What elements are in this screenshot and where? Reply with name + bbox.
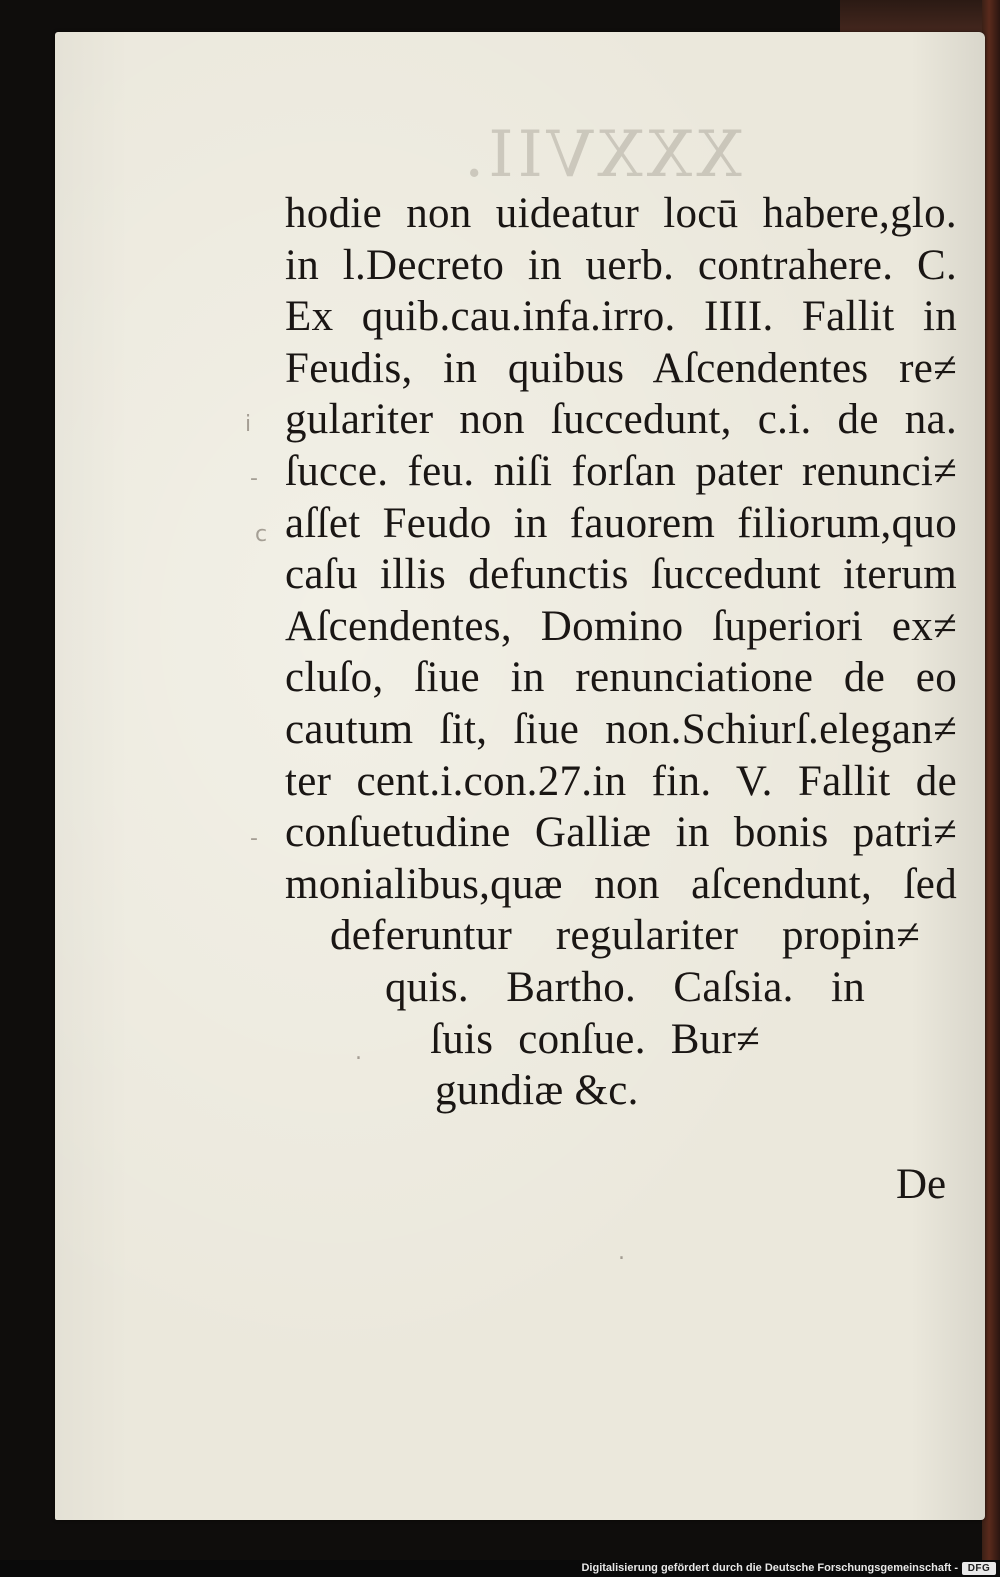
text-line: ſuis conſue. Bur≠ xyxy=(430,1015,760,1063)
margin-speck: - xyxy=(250,826,258,851)
margin-speck: . xyxy=(355,1040,362,1065)
dfg-logo: DFG xyxy=(962,1562,996,1575)
text-line: ſucce. feu. niſi forſan pater renunci≠ xyxy=(285,447,957,495)
margin-speck: - xyxy=(250,466,258,491)
text-line: aſſet Feudo in fauorem filiorum,quo xyxy=(285,499,957,547)
text-line: Ex quib.cau.infa.irro. IIII. Fallit in xyxy=(285,293,957,341)
text-line: monialibus,quæ non aſcendunt, ſed xyxy=(285,860,957,908)
text-line: gulariter non ſuccedunt, c.i. de na. xyxy=(285,396,957,444)
text-line: caſu illis defunctis ſuccedunt iterum xyxy=(285,551,957,599)
bleed-through-header: XXXVII. xyxy=(460,118,742,192)
text-line: conſuetudine Galliæ in bonis patri≠ xyxy=(285,809,957,857)
text-line: hodie non uideatur locū habere,glo. xyxy=(285,190,957,237)
text-line: quis. Bartho. Caſsia. in xyxy=(385,963,865,1011)
margin-speck: i xyxy=(245,412,252,437)
text-line: cautum ſit, ſiue non.Schiurſ.elegan≠ xyxy=(285,705,957,753)
digitization-credit: Digitalisierung gefördert durch die Deutsche Forschungsgemeinschaft - xyxy=(581,1562,958,1574)
text-line: deferuntur regulariter propin≠ xyxy=(330,912,920,960)
body-text xyxy=(285,188,965,1117)
catchword: De xyxy=(896,1161,947,1208)
text-line: in l.Decreto in uerb. contrahere. C. xyxy=(285,241,957,289)
text-line: cluſo, ſiue in renunciatione de eo xyxy=(285,654,957,702)
margin-speck: . xyxy=(618,1240,625,1265)
margin-speck: c xyxy=(255,522,268,547)
text-line: Feudis, in quibus Aſcendentes re≠ xyxy=(285,344,957,392)
text-line: ter cent.i.con.27.in fin. V. Fallit de xyxy=(285,757,957,805)
text-line: gundiæ &c. xyxy=(435,1067,639,1115)
text-line: Aſcendentes, Domino ſuperiori ex≠ xyxy=(285,602,957,650)
